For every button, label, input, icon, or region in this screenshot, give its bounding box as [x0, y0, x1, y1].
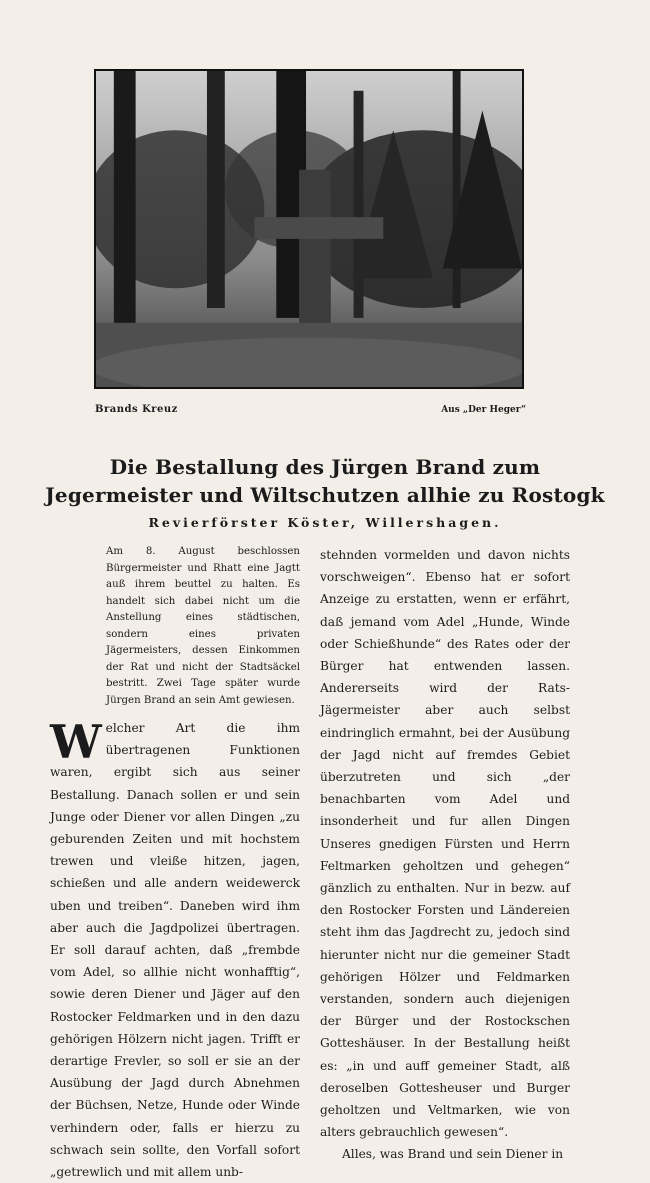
column-right — [320, 544, 570, 1166]
forest-cross-photo — [94, 69, 524, 389]
left-body-text: elcher Art die ihm übertragenen Funktionen waren, ergibt sich aus seiner Bestallung. Danach sollen er und sein Junge oder Diener vor allen Dingen „zu geburenden Zeiten und mit hochstem trewen und vleiße hitzen, jagen, schießen und alle andern weidewerck uben und treiben“. Daneben wird ihm aber auch die Jagdpolizei übertragen. Er soll darauf achten, daß „frembde vom Adel, so allhie nicht wonhafftig“, sowie deren Diener und Jäger auf den Rostocker Feldmarken und in den dazu gehörigen Hölzern nicht jagen. Trifft er derartige Frevler, so soll er sie an der Ausübung der Jagd durch Abnehmen der Büchsen, Netze, Hunde oder Winde verhindern oder, falls er hierzu zu schwach sein sollte, den Vorfall sofort „getrewlich und mit allem unb- — [50, 721, 300, 1180]
right-body-text-1: stehnden vormelden und davon nichts vorschweigen“. Ebenso hat er sofort Anzeige zu erstatten, wenn er erfährt, daß jemand vom Adel „Hunde, Winde oder Schießhunde“ des Rates oder der Bürger hat entwenden lassen. Andererseits wird der Rats-Jägermeister aber auch selbst eindringlich ermahnt, bei der Ausübung der Jagd nicht auf fremdes Gebiet überzutreten und sich „der benachbarten vom Adel und insonderheit und fur allen Dingen Unseres gnedigen Fürsten und Herrn Feltmarken geholtzen und gehegen“ gänzlich zu enthalten. Nur in bezw. auf den Rostocker Forsten und Ländereien steht ihm das Jagdrecht zu, jedoch sind hierunter nicht nur die gemeiner Stadt gehörigen Hölzer und Feldmarken verstanden, sondern auch diejenigen der Bürger und der Rostockschen Gotteshäuser. In der Bestallung heißt es: „in und auff gemeiner Stadt, alß deroselben Gottesheuser und Burger geholtzen und Veltmarken, wie von alters gebrauchlich gewesen“. — [320, 548, 570, 1140]
photo-illustration — [96, 71, 522, 387]
title-line-1: Die Bestallung des Jürgen Brand zum — [109, 455, 541, 479]
right-body — [320, 544, 570, 1166]
photo-credit: Aus „Der Heger“ — [441, 405, 526, 415]
title-line-2: Jegermeister und Wiltschutzen allhie zu Rostogk — [45, 483, 605, 507]
article-author: Revierförster Köster, Willershagen. — [148, 515, 502, 530]
column-left — [50, 544, 300, 1183]
drop-cap: W — [50, 715, 102, 769]
article-title — [40, 453, 610, 509]
right-body-text-2: Alles, was Brand und sein Diener in — [342, 1147, 564, 1162]
left-body — [50, 717, 300, 1183]
photo-caption: Brands Kreuz — [95, 404, 178, 415]
article-intro: Am 8. August beschlossen Bürgermeister und Rhatt eine Jagtt auß ihrem beuttel zu halten. Es handelt sich dabei nicht um die Anstellung eines städtischen, sondern eines privaten Jägermeisters, dessen Einkommen der Rat und nicht der Stadtsäckel bestritt. Zwei Tage später wurde Jürgen Brand an sein Amt gewiesen. — [106, 546, 300, 706]
